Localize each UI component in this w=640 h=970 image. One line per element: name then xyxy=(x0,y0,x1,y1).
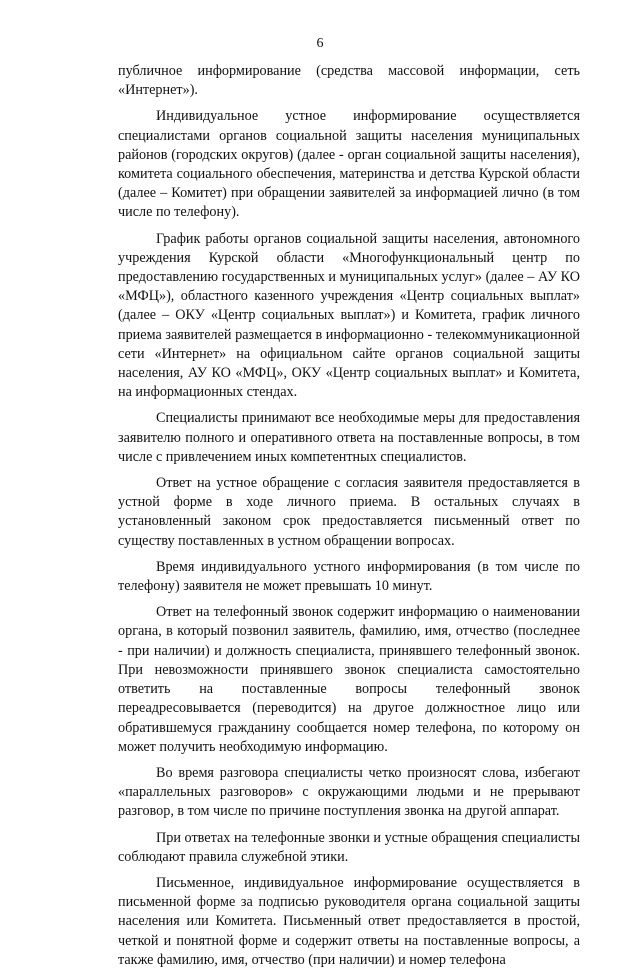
paragraph-service-ethics: При ответах на телефонные звонки и устные обращения специалисты соблюдают правила служебной этики. xyxy=(118,829,580,865)
page-number: 6 xyxy=(316,36,324,51)
paragraph-work-schedule: График работы органов социальной защиты населения, автономного учреждения Курской области «Многофункциональный центр по предоставлению государственных и муниципальных услуг» (далее – АУ КО «МФЦ»), областного казенного учреждения «Центр социальных выплат» (далее – ОКУ «Центр социальных выплат») и Комитета, график личного приема заявителей размещается в информационно - телекоммуникационной сети «Интернет» на официальном сайте органов социальной защиты населения, АУ КО «МФЦ», ОКУ «Центр социальных выплат» и Комитета, на информационных стендах. xyxy=(118,230,580,401)
paragraph-written-informing: Письменное, индивидуальное информирование осуществляется в письменной форме за подписью руководителя органа социальной защиты населения или Комитета. Письменный ответ предоставляется в простой, четкой и понятной форме и содержит ответы на поставленные вопросы, а также фамилию, имя, отчество (при наличии) и номер телефона xyxy=(118,874,580,968)
paragraph-specialists-measures: Специалисты принимают все необходимые меры для предоставления заявителю полного и оперативного ответа на поставленные вопросы, в том числе с привлечением иных компетентных специалистов. xyxy=(118,410,580,465)
paragraph-informing-time-limit: Время индивидуального устного информирования (в том числе по телефону) заявителя не может превышать 10 минут. xyxy=(118,558,580,595)
paragraph-public-informing: публичное информирование (средства массовой информации, сеть «Интернет»). xyxy=(118,63,580,99)
document-body xyxy=(118,62,580,970)
paragraph-phone-call-answer: Ответ на телефонный звонок содержит информацию о наименовании органа, в который позвонил заявитель, фамилию, имя, отчество (последнее - при наличии) и должность специалиста, принявшего телефонный звонок. При невозможности принявшего звонок специалиста самостоятельно ответить на поставленные вопросы телефонный звонок переадресовывается (переводится) на другое должностное лицо или обратившемуся гражданину сообщается номер телефона, по которому он может получить необходимую информацию. xyxy=(118,604,580,755)
paragraph-conversation-rules: Во время разговора специалисты четко произносят слова, избегают «параллельных разговоров» с окружающими людьми и не прерывают разговор, в том числе по причине поступления звонка на другой аппарат. xyxy=(118,764,580,820)
paragraph-individual-oral-informing: Индивидуальное устное информирование осуществляется специалистами органов социальной защиты населения муниципальных районов (городских округов) (далее - орган социальной защиты населения), комитета социального обеспечения, материнства и детства Курской области (далее – Комитет) при обращении заявителей за информацией лично (в том числе по телефону). xyxy=(118,108,580,221)
paragraph-oral-request-answer: Ответ на устное обращение с согласия заявителя предоставляется в устной форме в ходе личного приема. В остальных случаях в установленный законом срок предоставляется письменный ответ по существу поставленных в устном обращении вопросах. xyxy=(118,475,580,549)
